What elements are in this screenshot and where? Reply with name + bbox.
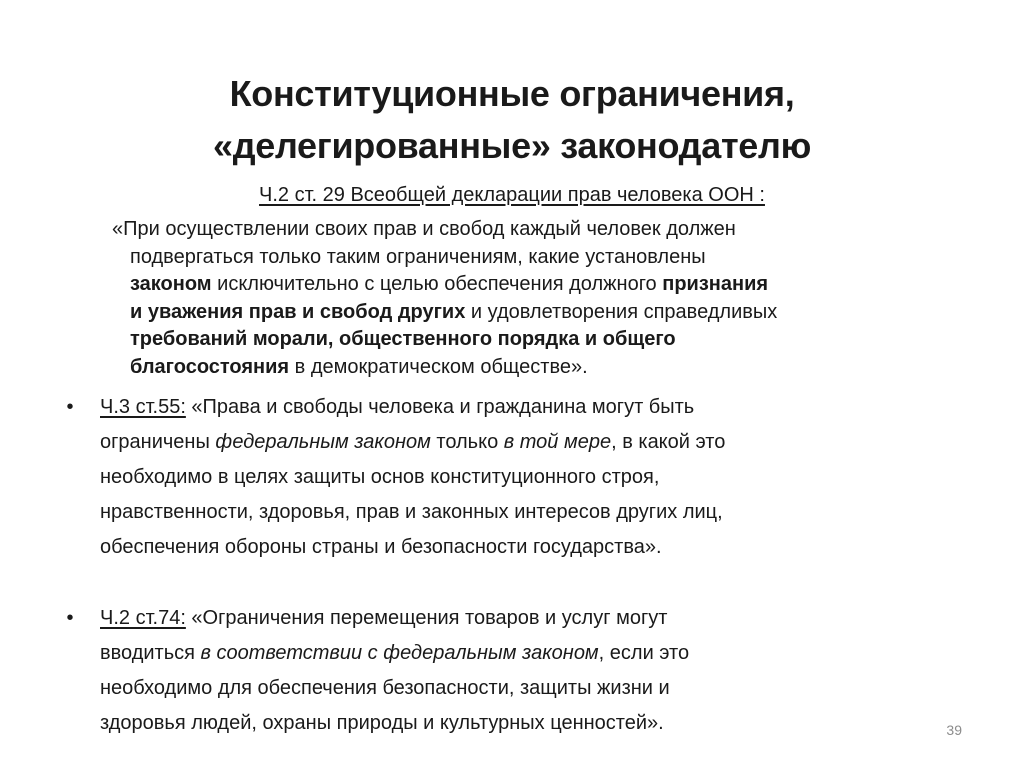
udhr-quote-line-1: «При осуществлении своих прав и свобод каждый человек должен xyxy=(112,218,736,240)
bullet-italic: в той мере xyxy=(503,431,612,453)
udhr-heading xyxy=(0,180,1024,210)
udhr-text-6: в демократическом обществе». xyxy=(289,355,588,378)
bullet-text: , в какой это xyxy=(611,431,726,453)
udhr-bold-law: законом xyxy=(130,273,212,295)
udhr-text-4: и удовлетворения справедливых xyxy=(465,300,778,323)
bullet-text: только xyxy=(430,431,504,453)
bullet-line: необходимо в целях защиты основ конституционного строя, xyxy=(100,466,660,488)
udhr-quote-line-3 xyxy=(112,271,972,299)
ref-art74: Ч.2 ст.74: xyxy=(100,607,186,629)
slide-title xyxy=(0,68,1024,172)
bullet-item-art55 xyxy=(60,390,950,565)
bullet-text: ограничены xyxy=(100,431,216,453)
bullet-list xyxy=(60,390,950,741)
bullet-line: нравственности, здоровья, прав и законных интересов других лиц, xyxy=(100,501,723,523)
bullet-text: «Права и свободы человека и гражданина могут быть xyxy=(185,396,695,418)
bullet-text: «Ограничения перемещения товаров и услуг могут xyxy=(185,607,668,629)
page-number: 39 xyxy=(946,722,962,738)
bullet-line xyxy=(100,390,950,425)
bullet-line xyxy=(100,601,950,636)
bullet-italic: федеральным законом xyxy=(215,431,431,453)
bullet-line: здоровья людей, охраны природы и культурных ценностей». xyxy=(100,712,664,734)
udhr-bold-respect: и уважения прав и свобод других xyxy=(130,300,466,323)
udhr-quote-line-5 xyxy=(112,326,972,354)
bullet-line xyxy=(100,425,950,460)
bullet-line: необходимо для обеспечения безопасности, защиты жизни и xyxy=(100,677,670,699)
udhr-quote-line-2: подвергаться только таким ограничениям, какие установлены xyxy=(130,245,706,268)
bullet-item-art74 xyxy=(60,601,950,741)
bullet-text: вводиться xyxy=(100,642,201,664)
bullet-line: обеспечения обороны страны и безопасности государства». xyxy=(100,536,662,558)
slide-title-line-1: Конституционные ограничения, xyxy=(229,73,795,115)
ref-art55: Ч.3 ст.55: xyxy=(100,396,186,418)
udhr-quote-line-4 xyxy=(112,299,972,327)
bullet-icon: • xyxy=(66,396,74,418)
udhr-heading-text: Ч.2 ст. 29 Всеобщей декларации прав человека ООН : xyxy=(259,184,765,206)
udhr-bold-recognition: признания xyxy=(662,273,769,295)
bullet-line xyxy=(100,636,950,671)
bullet-text: , если это xyxy=(598,642,690,664)
slide-title-line-2: «делегированные» законодателю xyxy=(212,125,812,167)
udhr-bold-requirements: требований морали, общественного порядка и общего xyxy=(130,328,676,350)
udhr-text-3: исключительно с целью обеспечения должного xyxy=(211,273,663,295)
bullet-italic: в соответствии с федеральным законом xyxy=(200,642,599,664)
bullet-icon: • xyxy=(66,607,74,629)
udhr-quote xyxy=(112,216,972,381)
udhr-quote-line-6 xyxy=(112,354,972,382)
udhr-bold-welfare: благосостояния xyxy=(130,355,290,378)
